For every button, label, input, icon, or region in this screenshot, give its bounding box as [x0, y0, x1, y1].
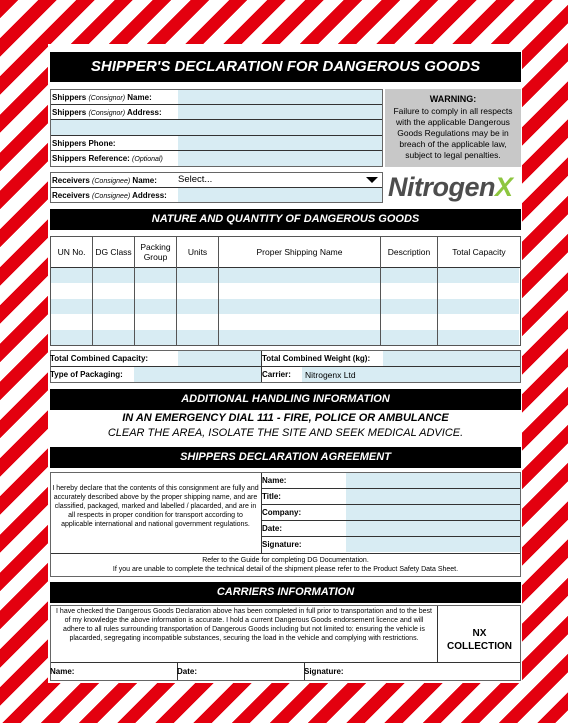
goods-cell[interactable]: [219, 284, 380, 299]
total-capacity-label: Total Combined Capacity:: [50, 354, 149, 363]
col-description: Description: [381, 237, 438, 267]
page-title: SHIPPER'S DECLARATION FOR DANGEROUS GOODS: [50, 52, 521, 82]
goods-cell[interactable]: [93, 315, 134, 330]
col-un-no: UN No.: [51, 237, 93, 267]
carriers-heading: CARRIERS INFORMATION: [50, 582, 521, 603]
goods-cell[interactable]: [93, 330, 134, 345]
packaging-field[interactable]: [134, 367, 261, 382]
nx-collection-label: NX COLLECTION: [447, 628, 512, 652]
agree-date-label: Date:: [262, 524, 283, 533]
carrier-label: Carrier:: [262, 370, 291, 379]
goods-cell[interactable]: [135, 284, 176, 299]
carrier-signature-label: Signature:: [304, 667, 344, 676]
agree-date-field[interactable]: [346, 521, 520, 536]
agree-signature-label: Signature:: [262, 540, 302, 549]
goods-cell[interactable]: [438, 330, 519, 345]
agreement-heading: SHIPPERS DECLARATION AGREEMENT: [50, 447, 521, 468]
agree-company-field[interactable]: [346, 505, 520, 520]
goods-cell[interactable]: [135, 315, 176, 330]
agree-company-label: Company:: [262, 508, 302, 517]
shipper-name-field[interactable]: [178, 90, 382, 104]
receiver-address-field[interactable]: [178, 188, 382, 202]
warning-box: [385, 89, 521, 167]
receiver-name-label: Receivers (Consignee) Name:: [52, 175, 157, 185]
total-weight-field[interactable]: [383, 351, 520, 366]
agree-title-label: Title:: [262, 492, 281, 501]
shipper-name-label: Shippers (Consignor) Name:: [52, 92, 152, 102]
goods-cell[interactable]: [438, 268, 519, 283]
receiver-address-label: Receivers (Consignee) Address:: [52, 190, 167, 200]
shipper-address-label: Shippers (Consignor) Address:: [52, 107, 162, 117]
col-total-capacity: Total Capacity: [452, 247, 506, 257]
col-packing-group: Packing Group: [135, 237, 177, 267]
goods-cell[interactable]: [51, 268, 92, 283]
goods-cell[interactable]: [438, 299, 519, 314]
carrier-name-label: Name:: [50, 667, 75, 676]
agreement-text: I hereby declare that the contents of this consignment are fully and accurately described above by the proper shipping name, and are classified, packaged, marked and labelled / placarded, and are in all respects in proper condition for transport according to applicable international and national government regulations.: [52, 485, 259, 528]
agree-signature-field[interactable]: [346, 537, 520, 552]
goods-cell[interactable]: [135, 299, 176, 314]
goods-cell[interactable]: [135, 330, 176, 345]
goods-cell[interactable]: [381, 299, 437, 314]
goods-cell[interactable]: [93, 268, 134, 283]
col-dg-class: DG Class: [93, 237, 135, 267]
agree-name-field[interactable]: [346, 473, 520, 488]
col-proper-shipping-name: Proper Shipping Name: [219, 237, 381, 267]
goods-cell[interactable]: [51, 315, 92, 330]
goods-cell[interactable]: [177, 299, 218, 314]
guide-line-1: Refer to the Guide for completing DG Documentation.: [202, 557, 369, 564]
chevron-down-icon[interactable]: [366, 177, 378, 183]
goods-cell[interactable]: [177, 268, 218, 283]
carrier-date-label: Date:: [177, 667, 198, 676]
warning-title: WARNING:: [429, 94, 477, 104]
total-capacity-field[interactable]: [178, 351, 261, 366]
shipper-phone-label: Shippers Phone:: [52, 138, 116, 148]
goods-cell[interactable]: [381, 284, 437, 299]
emergency-line-2: CLEAR THE AREA, ISOLATE THE SITE AND SEEK MEDICAL ADVICE.: [107, 427, 464, 439]
goods-cell[interactable]: [51, 299, 92, 314]
goods-cell[interactable]: [177, 330, 218, 345]
goods-cell[interactable]: [219, 268, 380, 283]
carriers-text: I have checked the Dangerous Goods Declaration above has been completed in full prior to transportation and to the best of my knowledge the above information is accurate. I hold a current Dangerous Goods endorsement licence and will adhere to all rules surrounding transportation of Dangerous Goods including but not limited to: ensuring the vehicle is placarded, segregating incompatible substances, securing the load in the vehicle and complying with restrictions.: [56, 608, 432, 642]
emergency-line-1: IN AN EMERGENCY DIAL 111 - FIRE, POLICE OR AMBULANCE: [122, 412, 449, 424]
goods-cell[interactable]: [381, 315, 437, 330]
agree-title-field[interactable]: [346, 489, 520, 504]
nitrogenx-logo: NitrogenX: [388, 172, 513, 202]
goods-cell[interactable]: [93, 299, 134, 314]
shipper-reference-label: Shippers Reference: (Optional): [52, 154, 163, 163]
goods-cell[interactable]: [438, 315, 519, 330]
agree-name-label: Name:: [262, 476, 287, 485]
total-weight-label: Total Combined Weight (kg):: [262, 354, 371, 363]
goods-cell[interactable]: [51, 330, 92, 345]
goods-cell[interactable]: [93, 284, 134, 299]
goods-cell[interactable]: [219, 299, 380, 314]
warning-text: Failure to comply in all respects with the applicable Dangerous Goods Regulations may be in breach of the applicable law, subject to legal penalties.: [393, 106, 513, 160]
shipper-address-line2-field[interactable]: [51, 120, 382, 135]
packaging-label: Type of Packaging:: [50, 370, 123, 379]
shipper-phone-field[interactable]: [178, 136, 382, 150]
guide-line-2: If you are unable to complete the technical detail of the shipment please refer to the Product Safety Data Sheet.: [112, 566, 459, 573]
goods-cell[interactable]: [51, 284, 92, 299]
handling-heading: ADDITIONAL HANDLING INFORMATION: [50, 389, 521, 410]
nature-heading: NATURE AND QUANTITY OF DANGEROUS GOODS: [50, 209, 521, 230]
goods-cell[interactable]: [135, 268, 176, 283]
goods-cell[interactable]: [381, 330, 437, 345]
goods-cell[interactable]: [177, 284, 218, 299]
goods-cell[interactable]: [381, 268, 437, 283]
goods-cell[interactable]: [219, 315, 380, 330]
receiver-name-select[interactable]: Select...: [178, 173, 382, 187]
col-units: Units: [177, 237, 219, 267]
shipper-reference-field[interactable]: [178, 151, 382, 166]
carrier-value: Nitrogenx Ltd: [305, 369, 356, 380]
goods-cell[interactable]: [438, 284, 519, 299]
goods-cell[interactable]: [177, 315, 218, 330]
shipper-address-field[interactable]: [178, 105, 382, 119]
goods-cell[interactable]: [219, 330, 380, 345]
